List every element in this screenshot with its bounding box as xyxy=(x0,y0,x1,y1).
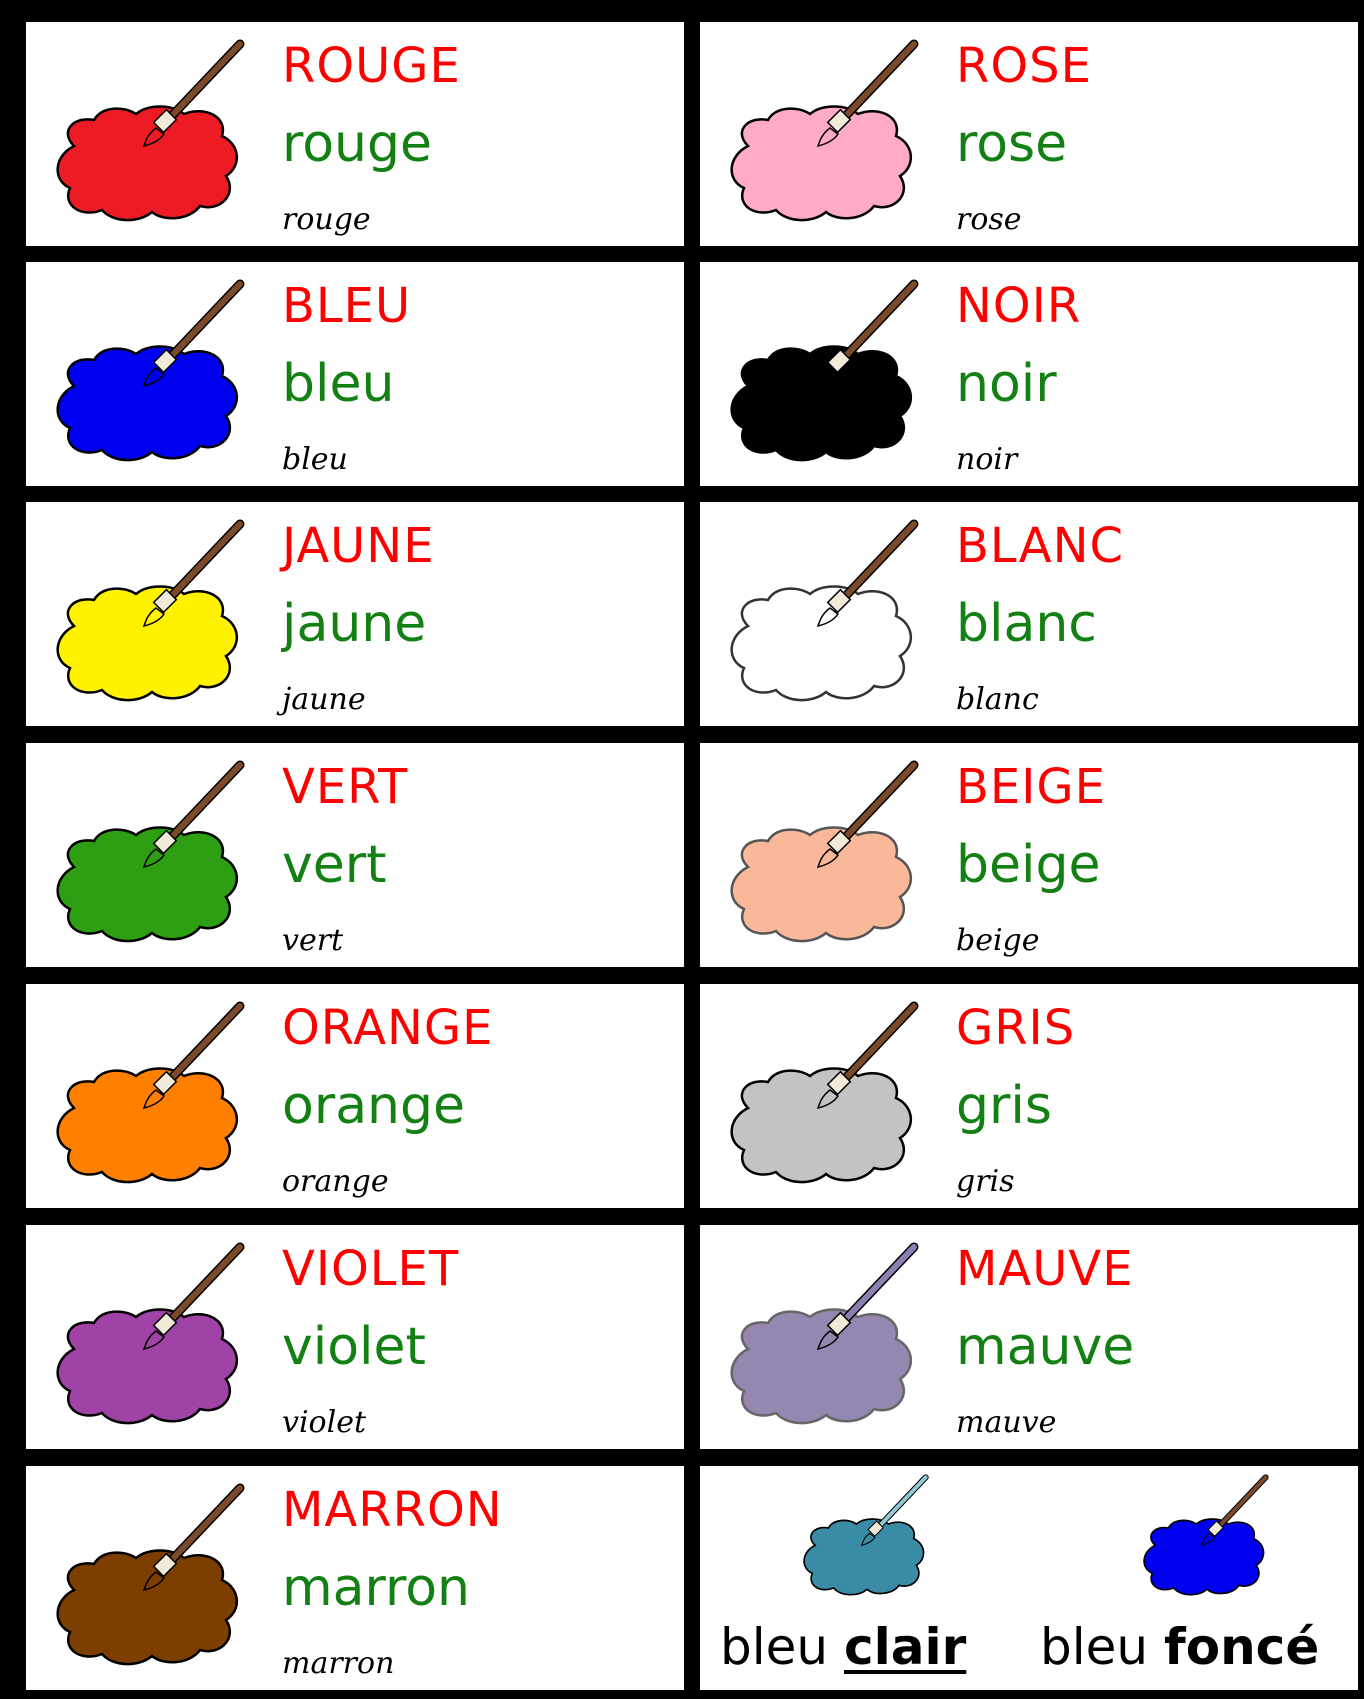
paint-splat-shape xyxy=(732,1310,911,1424)
paint-splat-shape xyxy=(58,587,237,701)
word-cursive: noir xyxy=(956,442,1018,477)
paint-splat-icon xyxy=(44,1480,254,1690)
paint-splat-icon xyxy=(44,1239,254,1449)
shade-base-word: bleu xyxy=(1040,1618,1164,1676)
word-uppercase: BLEU xyxy=(282,278,412,334)
paint-brush-icon xyxy=(718,757,928,967)
paint-brush-icon xyxy=(44,1239,254,1449)
paint-brush-icon xyxy=(718,276,928,486)
color-card-beige xyxy=(700,743,1358,967)
shade-card-light-dark xyxy=(700,1466,1358,1690)
word-cursive: mauve xyxy=(956,1405,1057,1440)
shade-qualifier-word: clair xyxy=(843,1618,967,1676)
paint-splat-icon xyxy=(718,276,928,486)
paint-brush-icon xyxy=(44,757,254,967)
paint-splat-shape xyxy=(732,828,911,942)
shade-phrase-dark xyxy=(1040,1618,1319,1676)
paint-brush-icon xyxy=(44,998,254,1208)
color-card-violet xyxy=(26,1225,684,1449)
word-cursive: bleu xyxy=(282,442,348,477)
paint-splat-icon xyxy=(718,36,928,246)
paint-splat-icon xyxy=(44,998,254,1208)
color-card-rouge xyxy=(26,22,684,246)
word-uppercase: MARRON xyxy=(282,1482,503,1538)
word-cursive: jaune xyxy=(282,682,366,717)
word-cursive: rose xyxy=(956,202,1022,237)
word-cursive: orange xyxy=(282,1164,389,1199)
color-card-mauve xyxy=(700,1225,1358,1449)
paint-splat-shape xyxy=(58,1551,237,1665)
color-card-bleu xyxy=(26,262,684,486)
word-lowercase: blanc xyxy=(956,594,1097,654)
paint-brush-icon xyxy=(44,1480,254,1690)
word-lowercase: beige xyxy=(956,835,1101,895)
shade-qualifier-word: foncé xyxy=(1163,1618,1320,1676)
word-lowercase: bleu xyxy=(282,354,395,414)
paint-splat-shape xyxy=(58,1069,237,1183)
paint-brush-icon xyxy=(718,36,928,246)
color-card-gris xyxy=(700,984,1358,1208)
word-cursive: marron xyxy=(282,1646,395,1681)
color-card-jaune xyxy=(26,502,684,726)
shade-base-word: bleu xyxy=(720,1618,844,1676)
paint-splat-shape xyxy=(1144,1519,1263,1595)
paint-splat-icon xyxy=(718,1239,928,1449)
word-lowercase: rouge xyxy=(282,114,433,174)
color-card-blanc xyxy=(700,502,1358,726)
paint-splat-icon xyxy=(44,757,254,967)
paint-splat-icon xyxy=(718,757,928,967)
word-lowercase: mauve xyxy=(956,1317,1135,1377)
paint-brush-icon xyxy=(1130,1472,1280,1612)
paint-brush-icon xyxy=(44,276,254,486)
word-uppercase: ROUGE xyxy=(282,38,461,94)
color-card-orange xyxy=(26,984,684,1208)
paint-splat-icon xyxy=(44,276,254,486)
paint-splat-icon xyxy=(718,516,928,726)
word-uppercase: GRIS xyxy=(956,1000,1076,1056)
word-uppercase: BEIGE xyxy=(956,759,1106,815)
color-card-rose xyxy=(700,22,1358,246)
word-lowercase: jaune xyxy=(282,594,427,654)
word-uppercase: ROSE xyxy=(956,38,1092,94)
paint-brush-icon xyxy=(718,516,928,726)
paint-splat-icon xyxy=(44,36,254,246)
paint-brush-icon xyxy=(718,998,928,1208)
word-cursive: beige xyxy=(956,923,1040,958)
word-uppercase: ORANGE xyxy=(282,1000,494,1056)
paint-splat-shape xyxy=(58,1310,237,1424)
word-uppercase: VIOLET xyxy=(282,1241,460,1297)
paint-splat-icon xyxy=(1130,1472,1280,1612)
paint-brush-icon xyxy=(44,36,254,246)
paint-splat-icon xyxy=(718,998,928,1208)
word-cursive: vert xyxy=(282,923,344,958)
color-card-marron xyxy=(26,1466,684,1690)
word-uppercase: NOIR xyxy=(956,278,1082,334)
word-lowercase: noir xyxy=(956,354,1057,414)
word-cursive: gris xyxy=(956,1164,1015,1199)
word-cursive: rouge xyxy=(282,202,371,237)
shade-dark xyxy=(700,1466,1358,1690)
word-lowercase: rose xyxy=(956,114,1068,174)
word-uppercase: MAUVE xyxy=(956,1241,1134,1297)
word-lowercase: marron xyxy=(282,1558,470,1618)
paint-splat-shape xyxy=(58,828,237,942)
paint-splat-shape xyxy=(732,107,911,221)
paint-brush-icon xyxy=(44,516,254,726)
word-uppercase: BLANC xyxy=(956,518,1125,574)
word-uppercase: VERT xyxy=(282,759,409,815)
paint-brush-icon xyxy=(718,1239,928,1449)
word-lowercase: orange xyxy=(282,1076,466,1136)
paint-splat-icon xyxy=(44,516,254,726)
color-card-noir xyxy=(700,262,1358,486)
word-cursive: violet xyxy=(282,1405,367,1440)
word-lowercase: vert xyxy=(282,835,387,895)
word-lowercase: violet xyxy=(282,1317,426,1377)
word-lowercase: gris xyxy=(956,1076,1052,1136)
color-card-vert xyxy=(26,743,684,967)
paint-splat-shape xyxy=(58,107,237,221)
word-cursive: blanc xyxy=(956,682,1039,717)
paint-splat-shape xyxy=(732,347,911,461)
paint-splat-shape xyxy=(732,587,911,701)
paint-splat-shape xyxy=(58,347,237,461)
word-uppercase: JAUNE xyxy=(282,518,435,574)
paint-splat-shape xyxy=(732,1069,911,1183)
